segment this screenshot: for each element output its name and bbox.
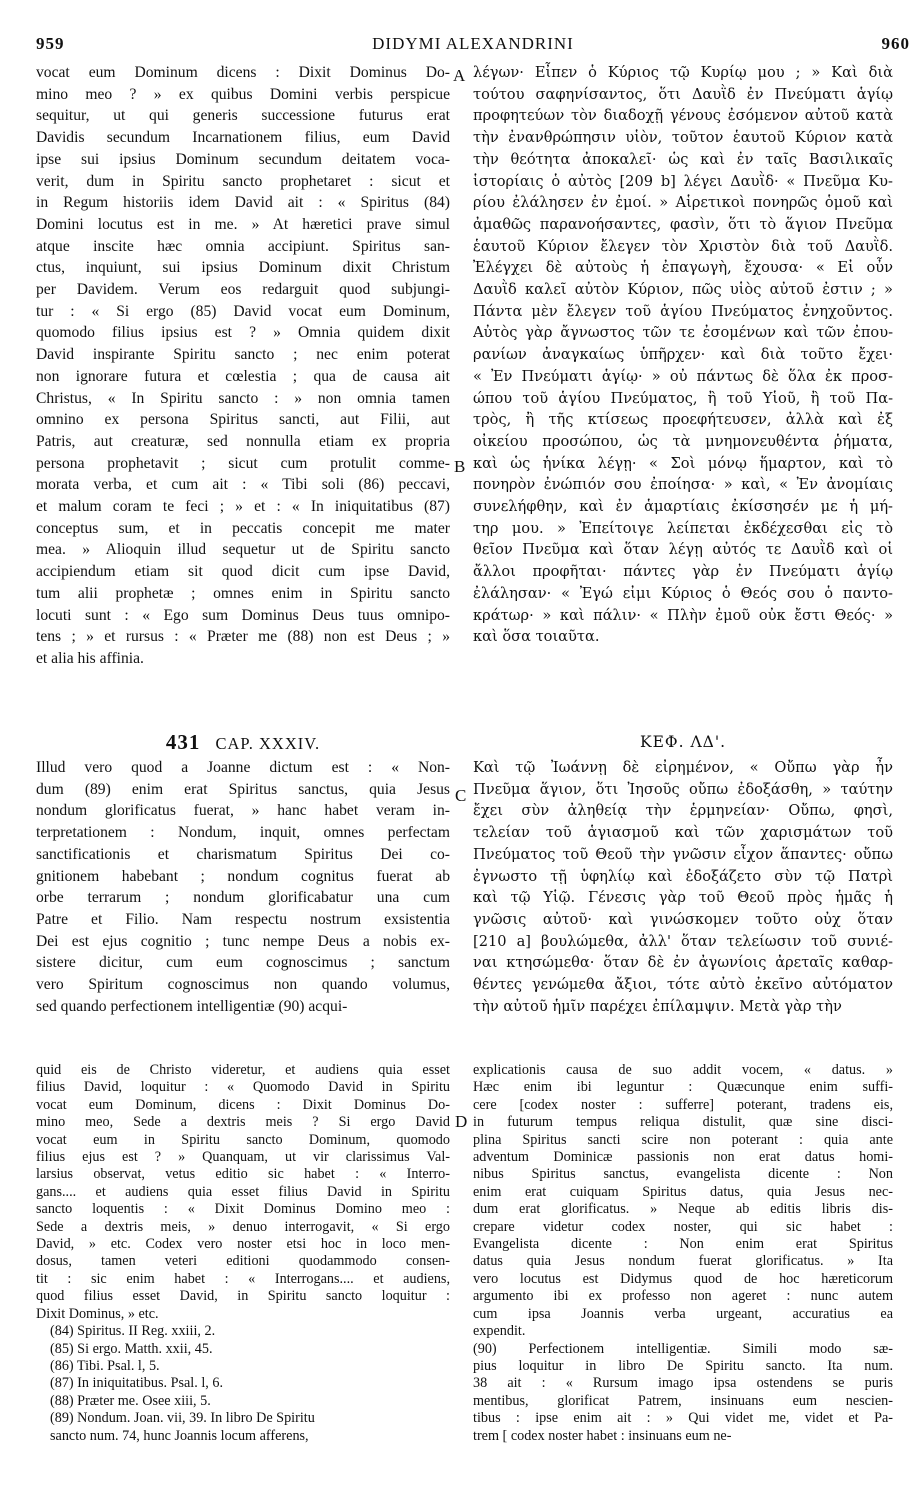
page-number-right: 960 [881, 34, 910, 53]
note-line: pius loquitur in libro De Spiritu sancto. Ita num. [473, 1357, 893, 1374]
footnote-line: (86) Tibi. Psal. l, 5. [50, 1357, 160, 1374]
text-line: ἀμαθῶς παρανοήσαντες, φασὶν, ὅτι τὸ ἅγιον Πνεῦμα [473, 215, 893, 233]
note-line: Dixit Dominus, » etc. [36, 1305, 159, 1322]
note-line: mino meo, Sede a dextris meis ? Si ergo David [36, 1114, 450, 1131]
text-line: Patre et Filio. Nam respectu nostrum exsistentia [36, 910, 450, 928]
text-line: Illud vero quod a Joanne dictum est : « Non- [36, 759, 450, 776]
note-line: Evangelista dicente : Non enim erat Spiritus [473, 1236, 893, 1253]
footnote-line: (87) In iniquitatibus. Psal. l, 6. [50, 1375, 224, 1392]
text-line: ἄλλοι προφῆται· πάντες γὰρ ἐν Πνεύματι ἁγίῳ [473, 563, 893, 581]
note-line: Hæc enim ibi leguntur : Quæcunque enim suffi- [473, 1079, 893, 1096]
note-line: trem [ codex noster habet : insinuans eum ne- [473, 1427, 732, 1444]
text-line: καὶ τῷ Υἱῷ. Γένεσις γὰρ τοῦ Θεοῦ πρὸς ἡμᾶς ἡ [473, 889, 893, 907]
text-line: quomodo filius ipsius est ? » Omnia quidem dixit [36, 324, 450, 342]
text-line: terpretationem : Nondum, inquit, omnes perfectam [36, 824, 450, 842]
note-line: 38 ait : « Rursum imago ipsa ostendens se puris [473, 1375, 893, 1392]
text-line: accipiendum etiam sit quod dicit cum ipse David, [36, 563, 450, 581]
text-line: conceptus sum, et in peccatis concepit me mater [36, 519, 450, 537]
text-line: ἐλάλησαν· « Ἐγώ εἰμι Κύριος ὁ Θεός σου ὁ παντο- [473, 584, 893, 602]
text-line: Πνεύματος τοῦ Θεοῦ τὴν γνῶσιν εἶχον ἅπαντες· οὔπω [473, 845, 893, 863]
text-line: sanctificationis et charismatum Spiritus Dei co- [36, 845, 450, 863]
note-line: quod filius esset David, in Spiritu sancto loquitur : [36, 1288, 450, 1305]
margin-marker-a: A [453, 66, 466, 85]
margin-marker-d: D [455, 1112, 468, 1131]
notes-right [473, 1062, 893, 1445]
text-line: τὴν ἐνανθρώπησιν υἱὸν, τοῦτον ἑαυτοῦ Κύριον κατὰ [473, 129, 893, 147]
margin-marker-c: C [455, 786, 467, 805]
text-line: « Ἐν Πνεύματι ἁγίῳ· » οὐ πάντως δὲ ὅλα ἐκ προσ- [473, 367, 893, 385]
running-title: DIDYMI ALEXANDRINI [372, 34, 574, 53]
footnote-line: sancto num. 74, hunc Joannis locum afferens, [50, 1427, 309, 1444]
text-line: θέντες γενώμεθα ἄξιοι, τότε αὐτὸ ἐκεῖνο αὐτόματον [473, 976, 893, 994]
note-line: vocat eum Dominum, dicens : Dixit Dominus Do- [36, 1096, 450, 1113]
note-line: adventum Dominicæ passionis non erat datus homi- [473, 1149, 893, 1166]
note-line: cere [codex noster : sufferre] poterant, tradens eis, [473, 1096, 893, 1113]
footnote-line: (85) Si ergo. Matth. xxii, 45. [50, 1340, 213, 1357]
text-line: morata verba, et cum ait : « Tibi soli (86) peccavi, [36, 476, 450, 494]
note-line: filius ejus est ? » Quanquam, ut vir clarissimus Val- [36, 1149, 450, 1166]
note-line: crepare videtur codex noster, qui sic habet : [473, 1218, 893, 1235]
note-line: datus quia Jesus nondum fuerat glorificatus. » Ita [473, 1253, 893, 1270]
footnote-line: (84) Spiritus. II Reg. xxiii, 2. [50, 1323, 216, 1340]
text-line: Davidis secundum Incarnationem filius, eum David [36, 129, 450, 147]
text-line: τρὸς, ἢ τῆς κτίσεως προεφήτευσεν, ἀλλὰ καὶ ἐξ [473, 411, 893, 429]
note-line: in futurum tempus reliqua distulit, quæ sine disci- [473, 1114, 893, 1131]
text-line: ἱστορίαις ὁ αὐτὸς [209 b] λέγει Δαυῒδ· « Πνεῦμα Κυ- [473, 172, 893, 190]
text-line: verit, dum in Spiritu sancto prophetaret : sicut et [36, 172, 450, 190]
note-line: mentibus, glorificat Patrem, insinuans eum nescien- [473, 1392, 893, 1409]
text-line: vocat eum Dominum dicens : Dixit Dominus Do- [36, 64, 450, 81]
text-line: tens ; » et rursus : « Præter me (88) non est Deus ; » [36, 628, 450, 646]
text-line: Ἐλέγχει δὲ αὐτοὺς ἡ ἐπαγωγὴ, ἔχουσα· « Εἰ οὖν [473, 259, 893, 277]
text-line: mino meo ? » ex quibus Domini verbis perspicue [36, 85, 450, 103]
text-line: Domini locutus est in me. » At hæretici prave simul [36, 215, 450, 233]
text-line: ρανίων ἀναγκαίως ὑπῆρχεν· καὶ διὰ τοῦτο ἔχει· [473, 346, 893, 364]
chapter-heading-latin [36, 730, 450, 755]
text-line: Αὐτὸς γὰρ ἄγνωστος τῶν τε ἐσομένων καὶ τῶν ἐπου- [473, 324, 893, 342]
text-line: κράτωρ· » καὶ πάλιν· « Πλὴν ἐμοῦ οὐκ ἔστι Θεός· » [473, 606, 893, 624]
text-line: Christus, « In Spiritu sancto : » non omnia tamen [36, 389, 450, 407]
text-line: et alia his affinia. [36, 649, 144, 667]
note-line: expendit. [473, 1323, 526, 1340]
text-line: vero Spiritum cognoscimus non quando volumus, [36, 976, 450, 994]
text-line: et malum coram te feci ; » et : « In iniquitatibus (87) [36, 498, 450, 516]
text-line: ipse sui ipsius Dominum secundum deitatem voca- [36, 150, 450, 168]
text-line: per Davidem. Verum eos redarguit quod subjungi- [36, 281, 450, 299]
note-line: cum ipsa Joannis verba urgeant, accuratius ea [473, 1305, 893, 1322]
latin-column-top [36, 62, 450, 670]
text-line: θεῖον Πνεῦμα καὶ ὅταν λέγῃ αὐτός τε Δαυῒδ καὶ οἱ [473, 541, 893, 559]
text-line: tum alii prophetæ ; omnes enim in Spiritu sancto [36, 584, 450, 602]
running-header [36, 34, 910, 56]
text-line: ctus, inquiunt, sui ipsius Dominum dixit Christum [36, 259, 450, 277]
note-line: Sede a dextris meis, » denuo interrogavit, « Si ergo [36, 1218, 450, 1235]
note-line: (90) Perfectionem intelligentiæ. Simili modo sæ- [473, 1340, 893, 1357]
text-line: τελείαν τοῦ ἁγιασμοῦ καὶ τῶν χαρισμάτων τοῦ [473, 824, 893, 842]
chapter-heading-greek: ΚΕΦ. ΛΔ'. [639, 733, 727, 751]
text-line: ἐγνωστο τῇ ὑφηλίῳ καὶ ἐδοξάζετο σὺν τῷ Πατρὶ [473, 867, 893, 885]
text-line: sequitur, ut qui generis successione futurus erat [36, 107, 450, 125]
note-line: larsius observat, vetus editio sic habet : « Interro- [36, 1166, 450, 1183]
chapter-label-latin: CAP. XXXIV. [215, 734, 321, 753]
text-line: λέγων· Εἶπεν ὁ Κύριος τῷ Κυρίῳ μου ; » Καὶ διὰ [473, 64, 893, 81]
text-line: τὴν θεότητα ἀποκαλεῖ· ὡς καὶ ἐν ταῖς Βασιλικαῖς [473, 150, 893, 168]
footnote-line: (89) Nondum. Joan. vii, 39. In libro De Spiritu [50, 1410, 315, 1427]
text-line: συνελήφθην, καὶ ἐν ἁμαρτίαις ἐκίσσησέν με ἡ μή- [473, 498, 893, 516]
text-line: mea. » Alioquin illud sequetur ut de Spiritu sancto [36, 541, 450, 559]
note-line: argumento ibi ex professo non ageret : nunc autem [473, 1288, 893, 1305]
note-line: quid eis de Christo videretur, et audiens quia esset [36, 1062, 450, 1078]
text-line: orbe terrarum ; nondum glorificabatur una cum [36, 889, 450, 907]
text-line: gnitionem habebant ; nondum cognitus fuerat ab [36, 867, 450, 885]
text-line: David inspirante Spiritu sancto ; nec enim poterat [36, 346, 450, 364]
text-line: ἑαυτοῦ Κύριον ἔλεγεν τὸν Χριστὸν διὰ τοῦ Δαυῒδ. [473, 237, 893, 255]
text-line: ώπου τοῦ ἁγίου Πνεύματος, ἢ τοῦ Υἱοῦ, ἢ τοῦ Πα- [473, 389, 893, 407]
notes-left-body [36, 1062, 450, 1323]
footnote-line: (88) Præter me. Osee xiii, 5. [50, 1392, 211, 1409]
note-line: nibus Spiritus sanctus, evangelista dicente : Non [473, 1166, 893, 1183]
greek-column-top [473, 62, 893, 648]
note-line: tibus : ipse enim ait : » Qui videt me, videt et Pa- [473, 1410, 893, 1427]
text-line: Πνεῦμα ἅγιον, ὅτι Ἰησοῦς οὔπω ἐδοξάσθη, » ταύτην [473, 780, 893, 798]
note-line: dum erat glorificatus. » Neque ab editis libris dis- [473, 1201, 893, 1218]
text-line: locuti sunt : « Ego sum Dominus Deus tuus omnipo- [36, 606, 450, 624]
note-line: tit : sic enim habet : « Interrogans.... et audiens, [36, 1270, 450, 1287]
text-line: ρίου ἐλάλησεν ἐν ἐμοί. » Αἱρετικοὶ πονηρῶς ὁμοῦ καὶ [473, 194, 893, 212]
latin-column-chapter [36, 757, 450, 1017]
text-line: in Regum historiis idem David ait : « Spiritus (84) [36, 194, 450, 212]
text-line: οἰκείου προσώπου, ὡς τὰ μνημονευθέντα ῥήματα, [473, 432, 893, 450]
notes-left [36, 1062, 450, 1445]
text-line: dum (89) enim erat Spiritus sanctus, quia Jesus [36, 780, 450, 798]
text-line: sistere dicitur, cum eum cognoscimus ; sanctum [36, 954, 450, 972]
text-line: καὶ ὅσα τοιαῦτα. [473, 628, 600, 646]
text-line: tur : « Si ergo (85) David vocat eum Dominum, [36, 302, 450, 320]
text-line: Καὶ τῷ Ἰωάννῃ δὲ εἰρημένον, « Οὔπω γὰρ ἦν [473, 759, 893, 776]
text-line: γνῶσις αὐτοῦ· καὶ γινώσκομεν τοῦτο οὐχ ὅταν [473, 910, 893, 928]
page-number-left: 959 [36, 34, 65, 53]
text-line: [210 a] βουλώμεθα, ἀλλ' ὅταν τελείωσιν τοῦ συνιέ- [473, 932, 893, 950]
note-line: explicationis causa de suo addit vocem, « datus. » [473, 1062, 893, 1078]
chapter-number: 431 [165, 730, 201, 754]
text-line: Dei est ejus cognitio ; tunc nempe Deus a nobis ex- [36, 932, 450, 950]
note-line: dosus, tamen veteri editioni quodammodo consen- [36, 1253, 450, 1270]
text-line: πονηρὸν ἐνώπιόν σου ἐποίησα· » καὶ, « Ἐν ἀνομίαις [473, 476, 893, 494]
text-line: τὴν αὐτοῦ ἡμῖν παρέχει ἐπίλαμψιν. Μετὰ γὰρ τὴν [473, 997, 842, 1015]
note-line: plina Spiritus sancti scire non poterant : quia ante [473, 1131, 893, 1148]
text-line: Patris, aut creaturæ, sed nonnulla etiam ex propria [36, 432, 450, 450]
text-line: καὶ ὡς ἡνίκα λέγῃ· « Σοὶ μόνῳ ἥμαρτον, καὶ τὸ [473, 454, 893, 472]
text-line: Πάντα μὲν ἔλεγεν τοῦ ἁγίου Πνεύματος ἐνηχοῦντος. [473, 302, 893, 320]
text-line: τηρ μου. » Ἐπείτοιγε λείπεται ἐκδέχεσθαι εἰς τὸ [473, 519, 893, 537]
text-line: ναι κτησώμεθα· ὅταν δὲ ἐν ἀγωνίοις ἀρεταῖς καθαρ- [473, 954, 893, 972]
margin-marker-b: B [454, 457, 466, 476]
text-line: προφητεύων τὸν διαδοχῇ γένους ἐσόμενον αὐτοῦ κατὰ [473, 107, 893, 125]
text-line: ἔχει σὺν ἀληθείᾳ τὴν ἑρμηνείαν· Οὔπω, φησὶ, [473, 802, 893, 820]
note-line: enim erat cuiquam Spiritus datus, quia Jesus nec- [473, 1183, 893, 1200]
text-line: nondum glorificatus fuerat, » hanc habet veram in- [36, 802, 450, 820]
text-line: persona prophetavit ; sicut cum protulit comme- [36, 454, 450, 472]
note-line: sancto loquentis : « Dixit Dominus Domino meo : [36, 1201, 450, 1218]
text-line: non ignorare futura et cœlestia ; qua de causa ait [36, 367, 450, 385]
note-line: gans.... et audiens quia esset filius David in Spiritu [36, 1183, 450, 1200]
text-line: sed quando perfectionem intelligentiæ (90) acqui- [36, 997, 348, 1015]
text-line: τούτου σαφηνίσαντος, ὅτι Δαυῒδ ἐν Πνεύματι ἁγίῳ [473, 85, 893, 103]
text-line: atque inscite hæc omnia accipiunt. Spiritus san- [36, 237, 450, 255]
note-line: David, » etc. Codex vero noster etsi hoc in loco men- [36, 1236, 450, 1253]
footnote-list [36, 1323, 450, 1445]
greek-column-chapter [473, 757, 893, 1017]
note-line: vero locutus est Didymus quod de hoc hæreticorum [473, 1270, 893, 1287]
note-line: vocat eum in Spiritu sancto Dominum, quomodo [36, 1131, 450, 1148]
text-line: Δαυῒδ καλεῖ αὐτὸν Κύριον, πῶς υἱὸς αὐτοῦ ἐστιν ; » [473, 281, 893, 299]
text-line: omnino ex persona Spiritus sancti, aut Filii, aut [36, 411, 450, 429]
note-line: filius David, loquitur : « Quomodo David in Spiritu [36, 1079, 450, 1096]
